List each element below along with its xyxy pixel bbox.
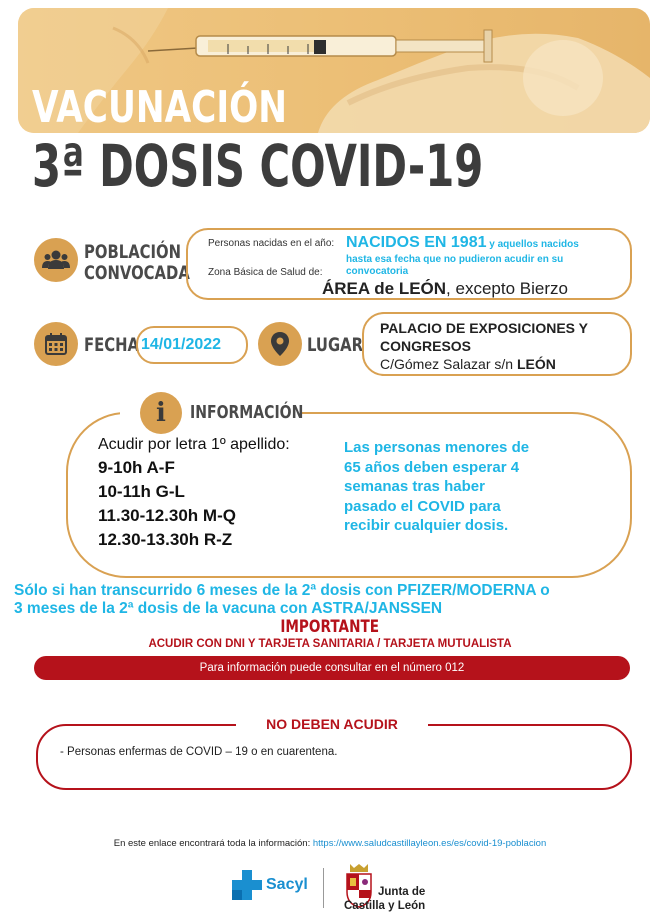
footer-link-intro: En este enlace encontrará toda la información: — [113, 838, 313, 849]
title-dosis: 3ª DOSIS COVID-19 — [32, 132, 484, 200]
area-bold: ÁREA de LEÓN — [322, 279, 447, 298]
nacidos-line2: hasta esa fecha que no pudieron acudir en su — [346, 254, 564, 265]
fecha-label: FECHA — [84, 334, 140, 356]
schedule-item: 10-11h G-L — [98, 482, 185, 501]
importante-text: ACUDIR CON DNI Y TARJETA SANITARIA / TARJETA MUTUALISTA — [148, 638, 512, 650]
informacion-note — [344, 438, 529, 536]
poblacion-label-2: CONVOCADA — [84, 262, 190, 284]
lugar-label: LUGAR — [307, 334, 364, 356]
condition-line1: Sólo si han transcurrido 6 meses de la 2ª dosis con PFIZER/MODERNA o — [14, 582, 550, 599]
footer-divider — [323, 868, 324, 908]
lugar-address-line — [380, 356, 556, 372]
lugar-city: LEÓN — [516, 356, 556, 372]
nacidos-main: NACIDOS EN 1981 — [346, 234, 487, 251]
title-vacunacion: VACUNACIÓN — [32, 82, 287, 133]
nacidos-rest: y aquellos nacidos — [486, 239, 579, 250]
area-rest: , excepto Bierzo — [446, 279, 568, 298]
informacion-label: INFORMACIÓN — [190, 402, 304, 423]
calendar-icon — [34, 322, 78, 366]
note-line: 65 años deben esperar 4 — [344, 458, 520, 476]
no-deben-title: NO DEBEN ACUDIR — [266, 716, 398, 732]
personas-label: Personas nacidas en el año: — [208, 238, 335, 249]
importante-title-wrap — [0, 617, 660, 637]
schedule-item: 12.30-13.30h R-Z — [98, 530, 233, 549]
importante-title: IMPORTANTE — [280, 617, 380, 637]
schedule-item: 9-10h A-F — [98, 458, 175, 477]
fecha-value: 14/01/2022 — [141, 336, 222, 353]
schedule-item: 11.30-12.30h M-Q — [98, 506, 236, 525]
informacion-intro: Acudir por letra 1º apellido: — [98, 436, 290, 453]
note-line: semanas tras haber — [344, 478, 485, 495]
note-line: pasado el COVID para — [344, 497, 501, 515]
no-deben-title-wrap — [236, 712, 428, 736]
condition-line2: 3 meses de la 2ª dosis de la vacuna con ASTRA/JANSSEN — [14, 600, 443, 617]
sacyl-cross-icon — [232, 868, 262, 902]
area-line — [322, 279, 568, 299]
people-icon — [34, 238, 78, 282]
note-line: Las personas menores de — [344, 439, 530, 456]
nacidos-line1 — [346, 234, 579, 252]
no-deben-item: - Personas enfermas de COVID – 19 o en cuarentena. — [60, 746, 338, 758]
location-pin-icon — [258, 322, 302, 366]
zona-label: Zona Básica de Salud de: — [208, 267, 323, 278]
lugar-line1: PALACIO DE EXPOSICIONES Y — [380, 320, 588, 336]
footer-link[interactable]: https://www.saludcastillayleon.es/es/covid-19-poblacion — [312, 838, 547, 849]
info-icon: i — [140, 392, 182, 434]
sacyl-logo-text: Sacyl — [266, 876, 308, 893]
nacidos-line3: convocatoria — [346, 266, 409, 277]
junta-line1: Junta de — [378, 886, 426, 898]
note-line: recibir cualquier dosis. — [344, 517, 509, 534]
phone-info-bar: Para información puede consultar en el número 012 — [34, 656, 630, 680]
footer-link-line — [0, 838, 660, 849]
lugar-line2: CONGRESOS — [380, 338, 472, 354]
lugar-address: C/Gómez Salazar s/n — [380, 356, 517, 372]
junta-line2: Castilla y León — [344, 900, 426, 912]
poblacion-label-1: POBLACIÓN — [84, 241, 182, 263]
